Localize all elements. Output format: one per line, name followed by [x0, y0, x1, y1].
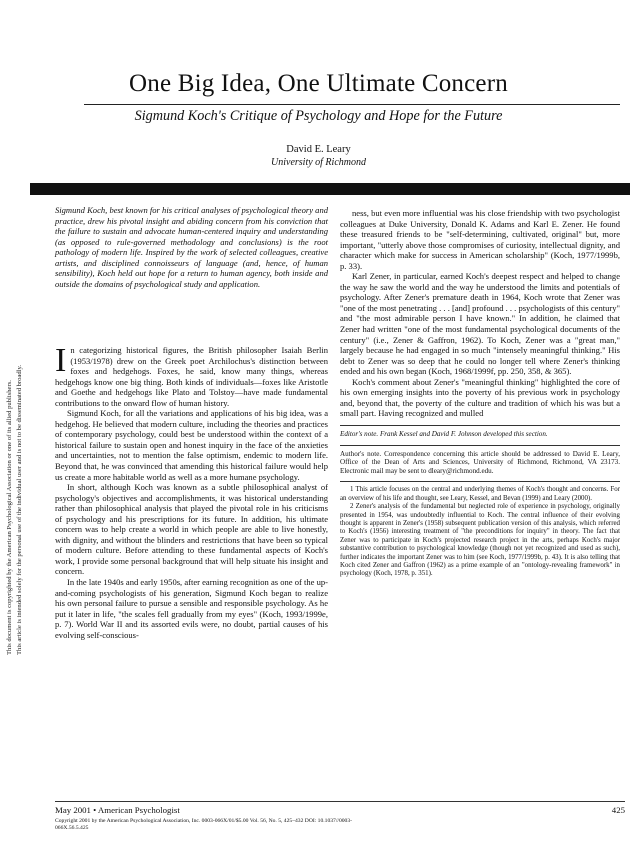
notes-divider — [340, 425, 620, 426]
paragraph-6: Karl Zener, in particular, earned Koch's deepest respect and helped to change the way he saw the world and the way he understood the limits and potentials of psychology. After Zener's premature death in 1964, Koch wrote that Zener was "one of the most penetrating . . . [and] profound . . . psychologists of this century" and "the most admirable person I have known." In addition, he claimed that Zener had written "one of the most fundamental psychological documents of the century" (i.e., Zener & Gaffron, 1962). To Koch, Zener was a "great man," largely because he had engaged in so much "intensely meaningful thinking." His debt to Zener was so deep that he could no longer tell where Zener's thinking ended and his own began (Koch, 1968/1999f, pp. 250, 358, & 365). — [340, 271, 620, 377]
footnote-2: 2 Zener's analysis of the fundamental but neglected role of experience in psychology, originally presented in 1954, was undoubtedly influential to Koch. The central influence of their evolving thought is apparent in Zener's (1958) subsequent publication version of this analysis, which referred to Koch's (1956) interesting treatment of "the preconditions for inquiry" in theory. The fact that Zener was to participate in Koch's projected research project in the arts, perhaps Koch's major substantive contribution to psychological knowledge (though not yet recognized and used as such), further indicates the important Zener was to him (see Koch, 1977/1999b, p. 43). It is also telling that Koch cited Zener and Gaffron (1962) as a prime example of an "ontology-revealing framework" in psychology (Koch, 1978, p. 351). — [340, 503, 620, 578]
editor-note: Editor's note. Frank Kessel and David F. Johnson developed this section. — [340, 429, 548, 438]
paragraph-7: Koch's comment about Zener's "meaningful thinking" highlighted the core of his own emerging insights into the poverty of his previous work in psychology and, beyond that, the poverty of the culture and tradition of which his was but a small part. Having recognized and mulled — [340, 376, 620, 419]
margin-notice-line-2: This article is intended solely for the personal use of the individual user and is not to be disseminated broadly. — [16, 365, 23, 655]
notes-divider-2 — [340, 445, 620, 446]
abstract-text: Sigmund Koch, best known for his critical analyses of psychological theory and practice, drew his pivotal insight and abiding concern from his conviction that the failure to sustain and advocate human-centered inquiry and understanding (as opposed to rule-governed methodology and conclusions) is the root pathology of modern life. Inspired by the work of selected colleagues, creative artists, and disciplined connoisseurs of language (and, hence, of human sensibility), Koch held out hope for a return to human agency, both inside and outside the domains of psychological study and application. — [55, 205, 328, 289]
footnotes — [340, 486, 620, 578]
copyright-margin-notice — [4, 230, 32, 655]
paragraph-3: In short, although Koch was known as a subtle philosophical analyst of psychology's objectives and accomplishments, it was historical understanding rather than philosophical analysis that played the pivotal role in his criticisms of psychology and his prescriptions for its future. In addition, his ultimate concern was to help create a world in which people are able to live honestly, with dignity, and without the blinders and restrictions that have been so typical of modern culture. Before attending to these fundamental aspects of Koch's work, I provide some personal background that will help situate his insight and concern. — [55, 482, 328, 577]
author-note: Author's note. Correspondence concerning this article should be addressed to David E. Leary, Office of the Dean of Arts and Sciences, University of Richmond, Richmond, VA 23173. Electronic mail may be sent to dleary@richmond.edu. — [340, 449, 620, 475]
article-subtitle: Sigmund Koch's Critique of Psychology and Hope for the Future — [134, 108, 503, 124]
author-name: David E. Leary — [286, 144, 351, 155]
header-band — [30, 183, 630, 195]
footer-rule — [55, 801, 625, 802]
paragraph-2: Sigmund Koch, for all the variations and applications of his big idea, was a hedgehog. He believed that modern culture, including the theories and practices of contemporary psychology, could best be understood within the context of a historical failure to sustain open and honest inquiry in the face of the anxieties and uncertainties, not to mention the false optimism, endemic to modern life. Beyond that, he was convinced that amending this historical failure would help us create a more habitable world as well as a more humane psychology. — [55, 408, 328, 482]
footnote-divider — [340, 481, 620, 482]
page-number: 425 — [611, 805, 625, 815]
notes-block — [340, 430, 620, 475]
copyright-line: Copyright 2001 by the American Psychological Association, Inc. 0003-066X/01/$5.00 Vol. 56, No. 5, 425–432 DOI: 10.1037//0003-066X.56.5.425 — [55, 818, 353, 831]
paragraph-5: ness, but even more influential was his close friendship with two psychologist colleagues at Duke University, Donald K. Adams and Karl E. Zener. He found these treasured friends to be "self-determining, cultivated, original" but, more important, "utterly above those compromises of curiosity, intellectual dignity, and character which make for success in American scholarship" (Koch, 1977/1999b, p. 33). — [340, 208, 620, 271]
author-affiliation: University of Richmond — [271, 157, 366, 168]
journal-issue: May 2001 • American Psychologist — [55, 805, 180, 815]
article-title: One Big Idea, One Ultimate Concern — [129, 70, 508, 97]
abstract — [55, 205, 328, 289]
margin-notice-line-1: This document is copyrighted by the American Psychological Association or one of its allied publishers. — [6, 380, 13, 655]
paragraph-1-text: n categorizing historical figures, the British philosopher Isaiah Berlin (1953/1978) drew on the Greek poet Archilochus's distinction between foxes and hedgehogs. Foxes, he said, know many things, whereas hedgehogs know one big thing. Both kinds of individuals—foxes like Aristotle and Goethe and hedgehogs like Plato and Tolstoy—have made fundamental contributions to the onward flow of human history. — [55, 345, 328, 408]
title-rule — [84, 104, 620, 105]
drop-cap: I — [55, 342, 67, 379]
left-column-body — [55, 342, 328, 640]
footnote-1: 1 This article focuses on the central and underlying themes of Koch's thought and concerns. For an overview of his life and thought, see Leary, Kessel, and Bevan (1999) and Leary (2000). — [340, 486, 620, 502]
paragraph-4: In the late 1940s and early 1950s, after earning recognition as one of the up-and-coming psychologists of his generation, Sigmund Koch began to realize his own personal failure to pursue a sensible and responsible psychology. As he put it later in life, "the scales fell gradually from my eyes" (Koch, 1993/1999e, p. 7). World War II and its assorted evils were, no doubt, partial causes of his evolving self-conscious- — [55, 577, 328, 640]
right-column-body — [340, 208, 620, 579]
paragraph-1 — [55, 342, 328, 408]
